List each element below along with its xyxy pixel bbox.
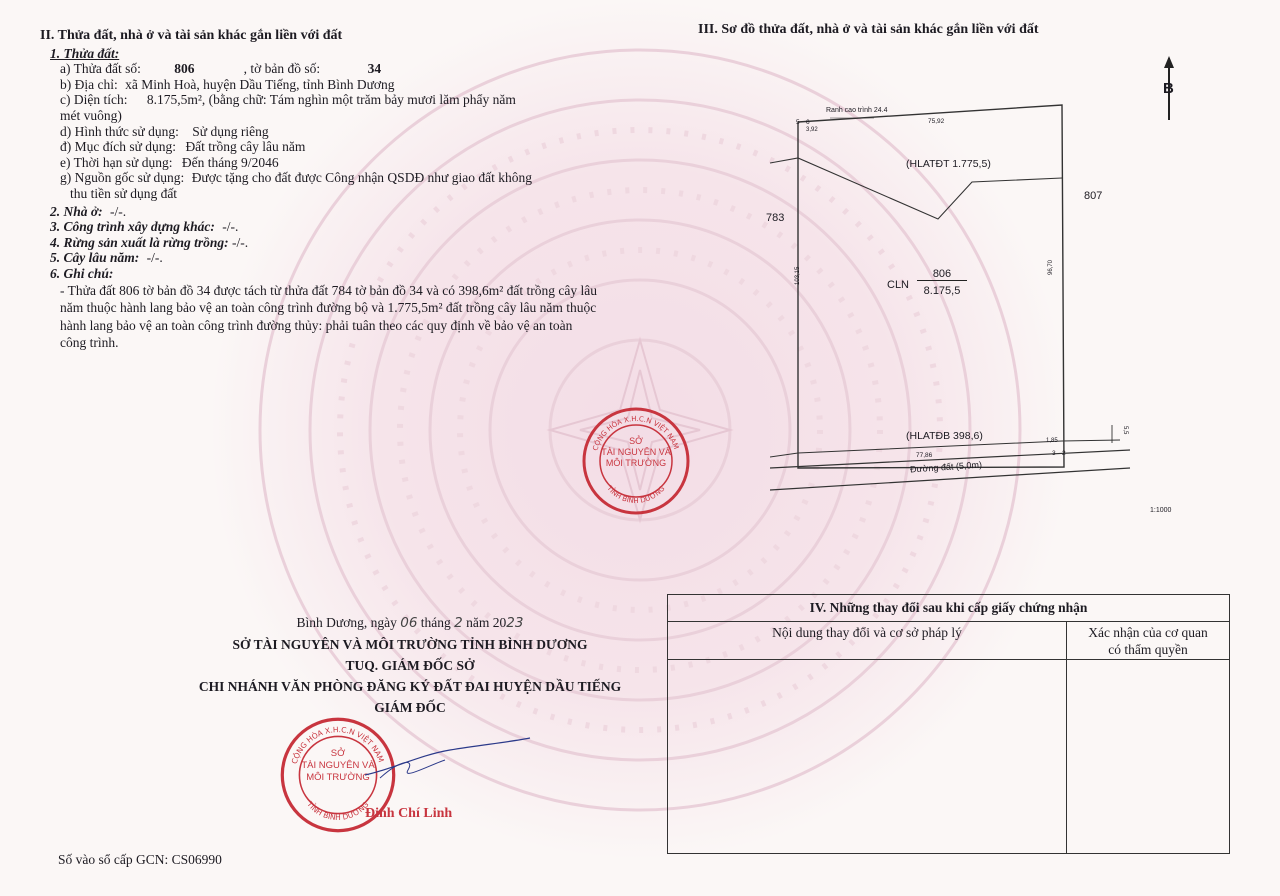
section-land-info <box>40 28 620 352</box>
stamp2-line-1: SỞ <box>330 748 346 759</box>
date-day: 06 <box>400 615 418 631</box>
purpose-label: đ) Mục đích sử dụng: <box>60 139 177 155</box>
purpose-value: Đất trồng cây lâu năm <box>185 139 306 155</box>
house-row <box>40 204 620 220</box>
usage-form-value: Sử dụng riêng <box>192 123 269 139</box>
land-heading: 1. Thửa đất: <box>50 45 120 61</box>
purpose-row <box>40 139 620 155</box>
date-prefix: Bình Dương, ngày <box>296 615 397 630</box>
house-label: 2. Nhà ở: <box>50 203 103 219</box>
date-line <box>150 612 670 634</box>
dim-top: 75,92 <box>928 118 945 125</box>
svg-text:TỈNH BÌNH DƯƠNG: TỈNH BÌNH DƯƠNG <box>605 484 667 506</box>
forest-label: 4. Rừng sản xuất là rừng trồng: <box>50 234 229 250</box>
dim-bottom: 77,86 <box>916 452 933 459</box>
dim-corner-br: 1,85 <box>1046 438 1058 444</box>
hlatdt-label: (HLATĐT 1.775,5) <box>906 158 991 170</box>
usage-form-label: d) Hình thức sử dụng: <box>60 123 179 139</box>
address-label: b) Địa chỉ: <box>60 76 118 92</box>
parcel-row <box>40 61 620 77</box>
vertex-3: 3 <box>1052 450 1056 457</box>
col-authority-line1: Xác nhận của cơ quan <box>1088 625 1208 640</box>
perennial-value: -/-. <box>146 250 163 266</box>
tuq-title: TUQ. GIÁM ĐỐC SỞ <box>345 658 475 673</box>
north-label: B <box>1163 80 1174 97</box>
parcel-diagram <box>770 55 1240 535</box>
dim-corner-tl: 3,92 <box>806 127 818 133</box>
construction-label: 3. Công trình xây dựng khác: <box>50 219 215 235</box>
changes-table <box>667 594 1230 854</box>
origin-continuation: thu tiền sử dụng đất <box>70 185 178 201</box>
notes-heading-row <box>40 266 620 282</box>
svg-text:TỈNH BÌNH DƯƠNG: TỈNH BÌNH DƯƠNG <box>305 799 371 823</box>
term-value: Đến tháng 9/2046 <box>181 154 279 170</box>
parcel-area-label: 8.175,5 <box>923 285 961 297</box>
area-value: 8.175,5m², (bằng chữ: Tám nghìn một trăm bảy mươi lăm phẩy năm <box>146 92 516 108</box>
origin-label: g) Nguồn gốc sử dụng: <box>60 170 185 186</box>
svg-text:CỘNG HÒA X.H.C.N VIỆT NAM: CỘNG HÒA X.H.C.N VIỆT NAM <box>591 414 681 452</box>
stamp-line-2: TÀI NGUYÊN VÀ <box>601 447 671 457</box>
stamp-line-1: SỞ <box>629 436 643 446</box>
signer-name: Đinh Chí Linh <box>365 806 453 821</box>
area-row <box>40 92 620 108</box>
signature-block <box>150 612 670 718</box>
dim-right: 96,70 <box>1048 259 1054 275</box>
stamp2-line-3: MÔI TRƯỜNG <box>306 772 370 783</box>
gcn-number: Số vào sổ cấp GCN: CS06990 <box>58 852 222 867</box>
address-row <box>40 77 620 93</box>
parcel-number: 806 <box>174 61 195 77</box>
sheet-label: , tờ bản đồ số: <box>243 61 321 77</box>
stamp2-line-2: TÀI NGUYÊN VÀ <box>301 760 375 771</box>
land-code: CLN <box>887 279 910 291</box>
section-2-title: II. Thửa đất, nhà ở và tài sản khác gắn liền với đất <box>40 28 343 43</box>
stamp-center-text <box>580 436 692 469</box>
forest-value: -/-. <box>231 234 249 250</box>
perennial-label: 5. Cây lâu năm: <box>50 250 140 266</box>
col-change-content: Nội dung thay đổi và cơ sở pháp lý <box>668 622 1067 660</box>
area-continuation: mét vuông) <box>60 107 122 123</box>
construction-value: -/-. <box>222 219 239 235</box>
branch-name: CHI NHÁNH VĂN PHÒNG ĐĂNG KÝ ĐẤT ĐAI HUYỆN DẦU TIẾNG <box>198 679 622 694</box>
term-label: e) Thời hạn sử dụng: <box>60 154 173 170</box>
authority-cell <box>1067 660 1230 854</box>
section-3-title: III. Sơ đồ thửa đất, nhà ở và tài sản khác gắn liền với đất <box>698 22 1039 37</box>
director-title: GIÁM ĐỐC <box>374 700 446 715</box>
neighbor-783: 783 <box>766 212 785 224</box>
dim-strip: 5,5 <box>1122 426 1128 435</box>
svg-text:CỘNG HÒA X.H.C.N VIỆT NAM: CỘNG HÒA X.H.C.N VIỆT NAM <box>289 725 386 765</box>
area-label: c) Diện tích: <box>60 92 128 108</box>
notes-heading: 6. Ghi chú: <box>50 265 114 281</box>
month-label: tháng <box>420 615 451 630</box>
stamp-line-3: MÔI TRƯỜNG <box>605 458 667 468</box>
hlatdb-label: (HLATĐB 398,6) <box>906 430 983 442</box>
handwritten-signature <box>360 730 540 790</box>
address-value: xã Minh Hoà, huyện Dầu Tiếng, tỉnh Bình Dương <box>125 76 395 92</box>
date-year: 23 <box>506 615 524 631</box>
vertex-2: 2 <box>1062 450 1066 457</box>
parcel-number-label: 806 <box>917 268 967 281</box>
vertex-6: 6 <box>806 119 810 126</box>
origin-row <box>40 170 620 186</box>
forest-row <box>40 235 620 251</box>
vertex-5: 5 <box>796 119 800 126</box>
house-value: -/-. <box>110 203 127 219</box>
section-4-title: IV. Những thay đổi sau khi cấp giấy chứng nhận <box>668 595 1230 622</box>
origin-value: Được tặng cho đất được Công nhận QSDĐ như giao đất không <box>191 170 532 186</box>
notes-text: - Thửa đất 806 tờ bản đồ 34 được tách từ thửa đất 784 tờ bản đồ 34 và có 398,6m² đất trồng cây lâu năm thuộc hành lang bảo vệ an toàn công trình đường bộ và 1.775,5m² đất trồng cây lâu năm thuộc hành lang bảo vệ an toàn công trình đường thủy: phải tuân theo các quy định về bảo vệ an toàn công trình. <box>60 282 597 350</box>
boundary-note: Ranh cao trình 24.4 <box>826 107 888 114</box>
change-content-cell <box>668 660 1067 854</box>
col-authority-line2: có thẩm quyền <box>1108 642 1188 657</box>
date-month: 2 <box>454 615 463 631</box>
neighbor-807: 807 <box>1084 190 1103 202</box>
scale-label: 1:1000 <box>1150 507 1172 514</box>
perennial-row <box>40 250 620 266</box>
sheet-number: 34 <box>367 61 382 77</box>
dim-left: 103,15 <box>795 266 801 285</box>
department-name: SỞ TÀI NGUYÊN VÀ MÔI TRƯỜNG TỈNH BÌNH DƯƠNG <box>232 637 588 652</box>
usage-form-row <box>40 124 620 140</box>
construction-row <box>40 219 620 235</box>
parcel-label: a) Thửa đất số: <box>60 61 141 77</box>
year-label: năm 20 <box>466 615 507 630</box>
term-row <box>40 155 620 171</box>
road-label: Đường đất (5,0m) <box>909 459 983 475</box>
col-authority-confirm <box>1067 622 1230 660</box>
